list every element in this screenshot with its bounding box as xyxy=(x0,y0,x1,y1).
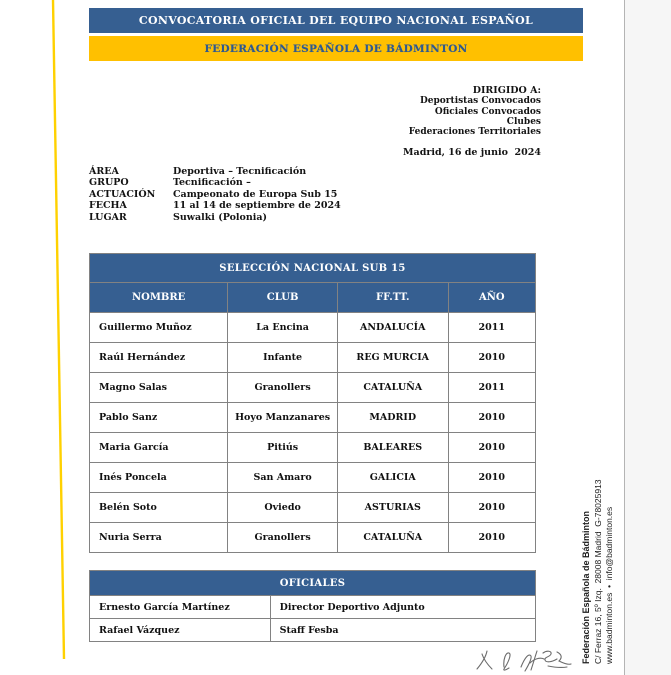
event-info-block xyxy=(89,166,341,223)
info-value: Suwalki (Polonia) xyxy=(173,211,268,223)
officials-table-cell: Staff Fesba xyxy=(270,619,535,642)
info-value: Tecnificación – xyxy=(173,177,251,189)
officials-table-title: OFICIALES xyxy=(90,571,536,596)
federation-address-block xyxy=(581,396,617,664)
selection-table-cell: ANDALUCÍA xyxy=(337,313,448,343)
selection-table-cell: 2011 xyxy=(448,313,535,343)
info-label: ACTUACIÓN xyxy=(89,188,156,200)
selection-table-cell: 2010 xyxy=(448,403,535,433)
selection-table-cell: 2010 xyxy=(448,343,535,373)
info-row xyxy=(89,177,341,188)
officials-table xyxy=(89,570,536,642)
info-label: GRUPO xyxy=(89,177,129,189)
selection-table-cell: CATALUÑA xyxy=(337,523,448,553)
info-label: ÁREA xyxy=(89,166,119,177)
federation-subtitle: FEDERACIÓN ESPAÑOLA DE BÁDMINTON xyxy=(204,42,468,55)
selection-table-cell: Maria García xyxy=(90,433,228,463)
selection-table-cell: 2010 xyxy=(448,463,535,493)
selection-table-row xyxy=(90,523,536,553)
selection-table-row xyxy=(90,433,536,463)
selection-table-row xyxy=(90,373,536,403)
selection-table xyxy=(89,253,536,553)
selection-table-row xyxy=(90,493,536,523)
selection-table-cell: BALEARES xyxy=(337,433,448,463)
selection-table-cell: Granollers xyxy=(228,373,338,403)
info-label: LUGAR xyxy=(89,211,127,223)
selection-table-title: SELECCIÓN NACIONAL SUB 15 xyxy=(90,254,536,283)
info-row xyxy=(89,166,341,177)
selection-column-header: AÑO xyxy=(448,283,535,313)
dirigido-block xyxy=(280,86,541,137)
place-date-line: Madrid, 16 de junio 2024 xyxy=(403,147,541,158)
officials-table-cell: Ernesto García Martínez xyxy=(90,596,271,619)
selection-table-cell: Pitiús xyxy=(228,433,338,463)
info-value: 11 al 14 de septiembre de 2024 xyxy=(173,200,341,212)
letterhead-yellow-line xyxy=(0,0,70,675)
dirigido-recipient-list xyxy=(280,96,541,137)
selection-column-header: FF.TT. xyxy=(337,283,448,313)
federation-name: Federación Española de Bádminton xyxy=(581,510,591,664)
selection-table-cell: 2010 xyxy=(448,523,535,553)
selection-table-row xyxy=(90,463,536,493)
info-value: Campeonato de Europa Sub 15 xyxy=(173,188,338,200)
dirigido-recipient: Deportistas Convocados xyxy=(419,96,541,107)
selection-table-title-row xyxy=(90,254,536,283)
signature-scribble xyxy=(473,644,573,675)
selection-table-cell: REG MURCIA xyxy=(337,343,448,373)
dirigido-recipient: Clubes xyxy=(506,116,541,127)
info-value: Deportiva – Tecnificación xyxy=(173,166,307,177)
selection-table-row xyxy=(90,343,536,373)
selection-table-cell: Oviedo xyxy=(228,493,338,523)
officials-table-cell: Rafael Vázquez xyxy=(90,619,271,642)
selection-table-cell: CATALUÑA xyxy=(337,373,448,403)
selection-table-cell: Infante xyxy=(228,343,338,373)
dirigido-recipient: Oficiales Convocados xyxy=(434,106,541,117)
dirigido-recipient: Federaciones Territoriales xyxy=(408,127,541,138)
selection-table-cell: Nuria Serra xyxy=(90,523,228,553)
officials-table-row xyxy=(90,596,536,619)
officials-table-title-row xyxy=(90,571,536,596)
document-title-bar xyxy=(89,8,583,33)
selection-table-cell: Hoyo Manzanares xyxy=(228,403,338,433)
info-row xyxy=(89,200,341,211)
selection-table-cell: Pablo Sanz xyxy=(90,403,228,433)
selection-table-cell: Guillermo Muñoz xyxy=(90,313,228,343)
info-row xyxy=(89,212,341,223)
officials-table-row xyxy=(90,619,536,642)
selection-table-cell: ASTURIAS xyxy=(337,493,448,523)
selection-table-cell: 2010 xyxy=(448,493,535,523)
selection-table-header-row xyxy=(90,283,536,313)
dirigido-heading: DIRIGIDO A: xyxy=(472,85,541,96)
selection-table-cell: Magno Salas xyxy=(90,373,228,403)
selection-table-cell: La Encina xyxy=(228,313,338,343)
selection-table-cell: Raúl Hernández xyxy=(90,343,228,373)
selection-table-cell: 2010 xyxy=(448,433,535,463)
selection-table-cell: Inés Poncela xyxy=(90,463,228,493)
document-title: CONVOCATORIA OFICIAL DEL EQUIPO NACIONAL ESPAÑOL xyxy=(138,14,534,27)
selection-table-cell: Granollers xyxy=(228,523,338,553)
selection-table-cell: 2011 xyxy=(448,373,535,403)
selection-column-header: CLUB xyxy=(228,283,338,313)
selection-table-cell: MADRID xyxy=(337,403,448,433)
info-row xyxy=(89,189,341,200)
federation-address: C/ Ferraz 16, 5º Izq. 28008 Madrid G-78025913 xyxy=(592,479,603,664)
selection-table-cell: GALICIA xyxy=(337,463,448,493)
federation-web-email: www.badminton.es • info@badminton.es xyxy=(604,506,614,664)
selection-table-row xyxy=(90,313,536,343)
selection-table-row xyxy=(90,403,536,433)
selection-column-header: NOMBRE xyxy=(90,283,228,313)
info-label: FECHA xyxy=(89,200,127,212)
federation-subtitle-bar xyxy=(89,36,583,61)
officials-table-cell: Director Deportivo Adjunto xyxy=(270,596,535,619)
selection-table-cell: Belén Soto xyxy=(90,493,228,523)
letterhead-sidebar xyxy=(581,396,617,664)
selection-table-cell: San Amaro xyxy=(228,463,338,493)
